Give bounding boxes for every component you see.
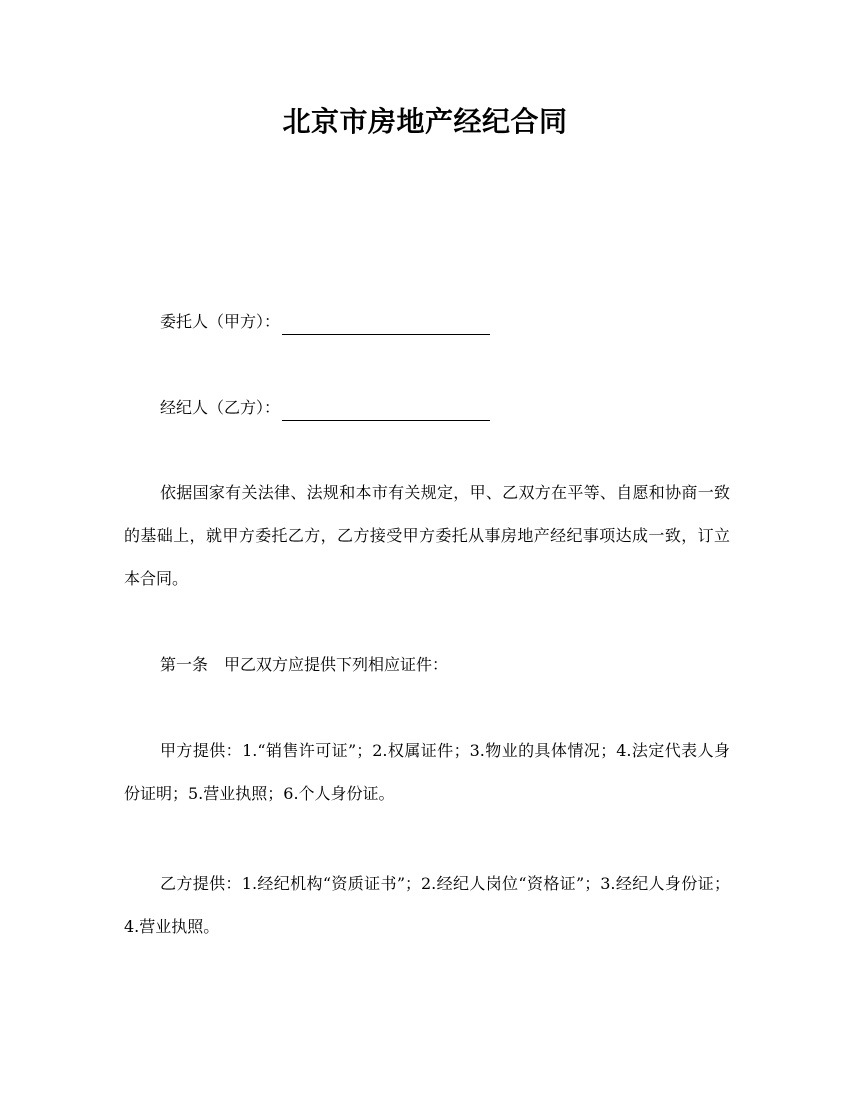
- broker-label: 经纪人（乙方）：: [160, 398, 281, 417]
- client-field: [124, 309, 730, 335]
- document-title: 北京市房地产经纪合同: [282, 105, 568, 138]
- broker-blank-line: [282, 402, 490, 421]
- client-blank-line: [282, 316, 490, 335]
- broker-field: [124, 395, 730, 421]
- article-1-heading: 第一条 甲乙双方应提供下列相应证件：: [160, 655, 449, 674]
- client-label: 委托人（甲方）：: [160, 312, 281, 331]
- party-b-provides-paragraph: 乙方提供：1.经纪机构“资质证书”；2.经纪人岗位“资格证”；3.经纪人身份证；4.营业执照。: [124, 874, 730, 936]
- preamble-paragraph: 依据国家有关法律、法规和本市有关规定，甲、乙双方在平等、自愿和协商一致的基础上，就甲方委托乙方，乙方接受甲方委托从事房地产经纪事项达成一致，订立本合同。: [124, 483, 730, 588]
- party-a-provides-paragraph: 甲方提供：1.“销售许可证”；2.权属证件；3.物业的具体情况；4.法定代表人身份证明；5.营业执照；6.个人身份证。: [124, 741, 730, 803]
